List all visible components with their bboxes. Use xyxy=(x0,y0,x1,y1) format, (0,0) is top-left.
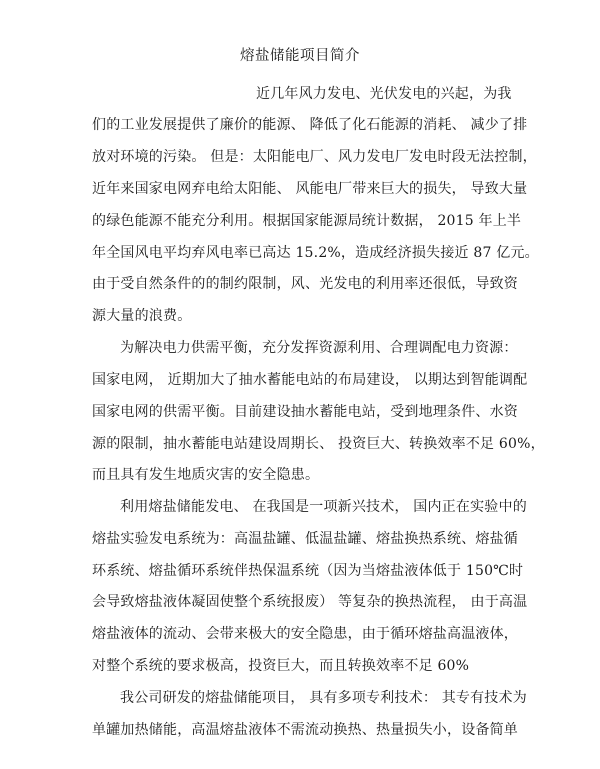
text-line-16: 环系统、熔盐循环系统伴热保温系统（因为当熔盐液体低于 150℃时 xyxy=(92,563,524,579)
text-line-10: 国家电网， 近期加大了抽水蓄能电站的布局建设， 以期达到智能调配 xyxy=(92,372,528,388)
text-line-13: 而且具有发生地质灾害的安全隐患。 xyxy=(92,467,320,483)
text-line-5: 的绿色能源不能充分利用。根据国家能源局统计数据， 2015 年上半 xyxy=(92,213,522,229)
text-line-14: 利用熔盐储能发电、 在我国是一项新兴技术， 国内正在实验中的 xyxy=(120,499,527,515)
document-title: 熔盐储能项目简介 xyxy=(240,48,360,64)
text-line-1: 近几年风力发电、光伏发电的兴起，为我 xyxy=(256,86,512,102)
text-line-20: 我公司研发的熔盐储能项目， 具有多项专利技术： 其专有技术为 xyxy=(120,690,527,706)
text-line-17: 会导致熔盐液体凝固使整个系统报废） 等复杂的换热流程， 由于高温 xyxy=(92,594,528,610)
text-line-15: 熔盐实验发电系统为：高温盐罐、低温盐罐、熔盐换热系统、熔盐循 xyxy=(92,531,518,547)
text-line-2: 们的工业发展提供了廉价的能源、 降低了化石能源的消耗、 减少了排 xyxy=(92,117,528,133)
text-line-6: 年全国风电平均弃风电率已高达 15.2%，造成经济损失接近 87 亿元。 xyxy=(92,245,539,261)
text-line-11: 国家电网的供需平衡。目前建设抽水蓄能电站，受到地理条件、水资 xyxy=(92,404,518,420)
text-line-21: 单罐加热储能，高温熔盐液体不需流动换热、热量损失小，设备简单 xyxy=(92,722,518,738)
text-line-7: 由于受自然条件的的制约限制，风、光发电的利用率还很低，导致资 xyxy=(92,276,518,292)
text-line-3: 放对环境的污染。 但是：太阳能电厂、风力发电厂发电时段无法控制， xyxy=(92,149,537,165)
text-line-18: 熔盐液体的流动、会带来极大的安全隐患，由于循环熔盐高温液体， xyxy=(92,626,518,642)
text-line-8: 源大量的浪费。 xyxy=(92,308,192,324)
text-line-12: 源的限制，抽水蓄能电站建设周期长、 投资巨大、转换效率不足 60%， xyxy=(92,436,545,452)
text-line-4: 近年来国家电网弃电给太阳能、 风能电厂带来巨大的损失， 导致大量 xyxy=(92,181,528,197)
text-line-19: 对整个系统的要求极高，投资巨大，而且转换效率不足 60% xyxy=(92,658,470,674)
text-line-9: 为解决电力供需平衡，充分发挥资源利用、合理调配电力资源： xyxy=(120,340,518,356)
